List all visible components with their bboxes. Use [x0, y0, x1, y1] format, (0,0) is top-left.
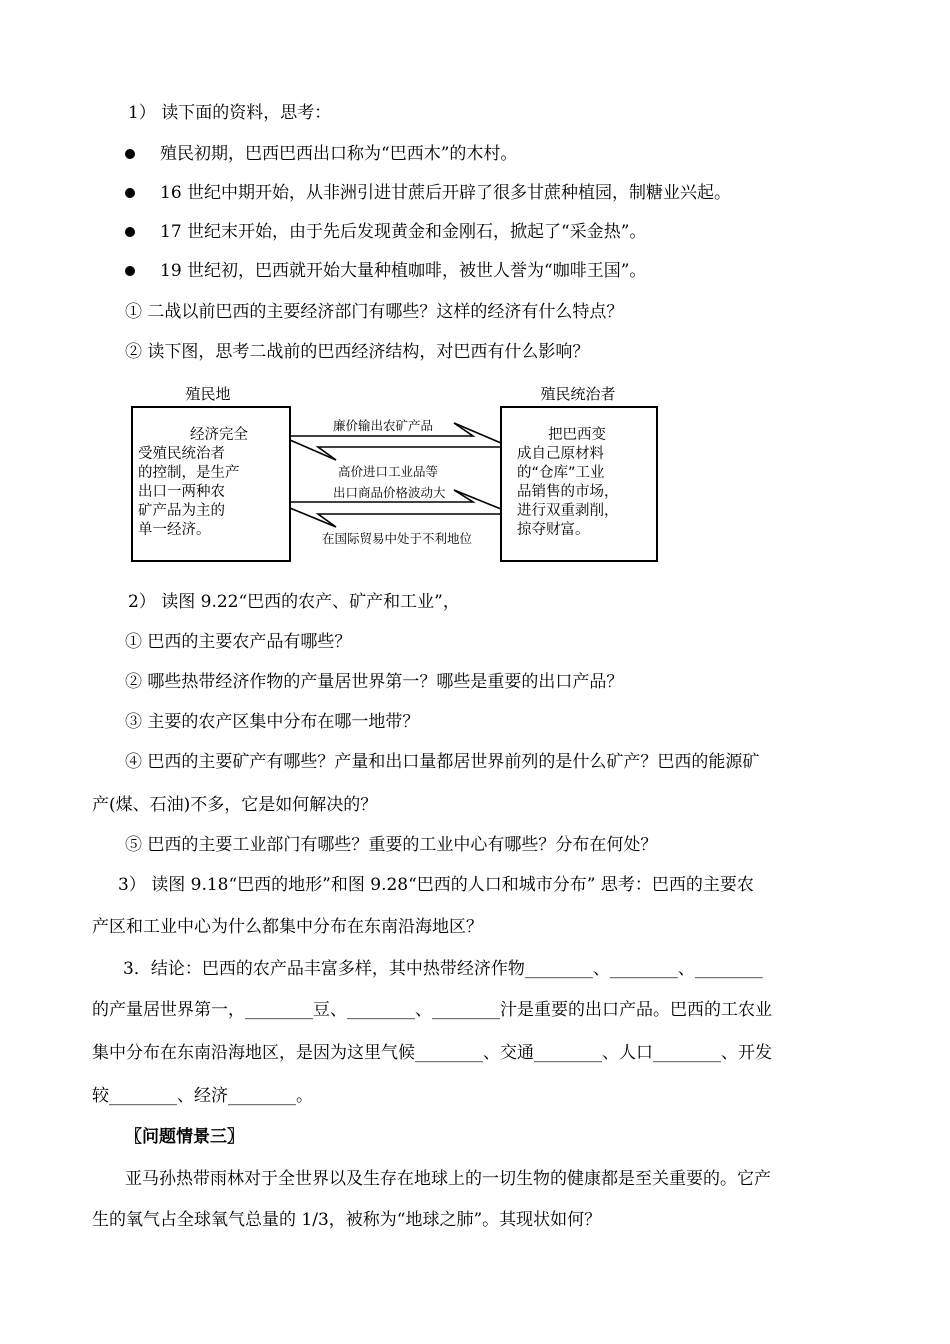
arrow-label-4: 在国际贸易中处于不利地位 [322, 531, 473, 546]
conclusion-line-1: 3．结论：巴西的农产品丰富多样，其中热带经济作物________、________、________ [123, 959, 763, 979]
economy-structure-diagram [128, 380, 668, 565]
colony-text-1: 经济完全 [190, 427, 248, 443]
diagram-left-title: 殖民地 [185, 385, 231, 403]
section-3-line-1: 3） 读图 9.18“巴西的地形”和图 9.28“巴西的人口和城市分布” 思考：巴西的主要农 [118, 875, 754, 895]
question-2-4: ④ 巴西的主要矿产有哪些？产量和出口量都居世界前列的是什么矿产？巴西的能源矿 [125, 752, 760, 772]
question-2-1: ① 巴西的主要农产品有哪些？ [125, 632, 352, 652]
bullet-icon [125, 266, 135, 276]
bullet-item-3: 17 世纪末开始，由于先后发现黄金和金刚石，掀起了“采金热”。 [160, 222, 647, 242]
question-1-1: ① 二战以前巴西的主要经济部门有哪些？这样的经济有什么特点？ [125, 302, 624, 322]
bullet-icon [125, 149, 135, 159]
section-1-intro: 1） 读下面的资料，思考： [128, 103, 332, 123]
colony-text-3: 的控制，是生产 [138, 465, 240, 481]
colonizer-text-4: 品销售的市场， [517, 484, 619, 500]
colonizer-text-3: 的“仓库”工业 [517, 465, 605, 481]
colony-text-4: 出口一两种农 [138, 484, 225, 500]
question-2-4-cont: 产(煤、石油)不多，它是如何解决的？ [92, 795, 378, 815]
bullet-icon [125, 227, 135, 237]
bullet-icon [125, 188, 135, 198]
colonizer-text-6: 掠夺财富。 [517, 522, 590, 538]
bullet-item-1: 殖民初期，巴西巴西出口称为“巴西木”的木村。 [160, 144, 518, 164]
bullet-item-4: 19 世纪初，巴西就开始大量种植咖啡，被世人誉为“咖啡王国”。 [160, 261, 647, 281]
arrow-label-2: 高价进口工业品等 [338, 464, 439, 479]
arrow-left-icon [290, 508, 501, 527]
arrow-left-icon [290, 440, 501, 460]
question-2-3: ③ 主要的农产区集中分布在哪一地带？ [125, 712, 420, 732]
section-2-intro: 2） 读图 9.22“巴西的农产、矿产和工业”， [128, 592, 460, 612]
colony-text-6: 单一经济。 [138, 522, 211, 538]
conclusion-line-3: 集中分布在东南沿海地区，是因为这里气候________、交通________、人口________、开发 [92, 1043, 772, 1063]
scenario-heading: 〖问题情景三〗 [125, 1127, 244, 1147]
arrow-label-1: 廉价输出农矿产品 [333, 418, 434, 433]
colonizer-text-2: 成自己原材料 [517, 446, 604, 462]
colonizer-text-1: 把巴西变 [548, 427, 606, 443]
question-1-2: ② 读下图，思考二战前的巴西经济结构，对巴西有什么影响？ [125, 342, 590, 362]
colony-text-5: 矿产品为主的 [138, 503, 225, 519]
colony-text-2: 受殖民统治者 [138, 446, 225, 462]
question-2-2: ② 哪些热带经济作物的产量居世界第一？哪些是重要的出口产品？ [125, 672, 624, 692]
question-2-5: ⑤ 巴西的主要工业部门有哪些？重要的工业中心有哪些？分布在何处？ [125, 835, 658, 855]
colonizer-text-5: 进行双重剥削， [517, 503, 619, 519]
scenario-line-2: 生的氧气占全球氧气总量的 1/3，被称为“地球之肺”。其现状如何？ [92, 1210, 602, 1230]
scenario-line-1: 亚马孙热带雨林对于全世界以及生存在地球上的一切生物的健康都是至关重要的。它产 [125, 1169, 771, 1189]
section-3-line-2: 产区和工业中心为什么都集中分布在东南沿海地区？ [92, 917, 483, 937]
bullet-item-2: 16 世纪中期开始，从非洲引进甘蔗后开辟了很多甘蔗种植园，制糖业兴起。 [160, 183, 732, 203]
diagram-right-title: 殖民统治者 [540, 385, 616, 403]
conclusion-line-4: 较________、经济________。 [92, 1086, 313, 1106]
conclusion-line-2: 的产量居世界第一，________豆、________、________汁是重要的出口产品。巴西的工农业 [92, 1000, 772, 1020]
arrow-label-3: 出口商品价格波动大 [333, 485, 446, 500]
